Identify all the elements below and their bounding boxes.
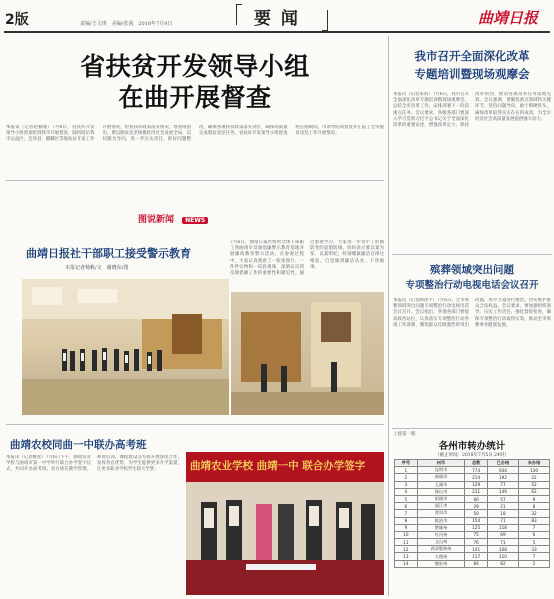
right2-headline-line1: 殡葬领域突出问题 — [430, 264, 514, 276]
table-row — [395, 524, 550, 531]
right1-headline — [392, 47, 552, 83]
table-cell: 丽江市 — [417, 503, 465, 510]
table-cell: 76 — [465, 539, 488, 546]
table-cell: 29 — [465, 503, 488, 510]
table-cell: 77 — [487, 481, 518, 488]
table-cell: 12 — [395, 546, 418, 553]
feature1-headline: 曲靖日报社干部职工接受警示教育 — [26, 247, 191, 260]
table-row — [395, 488, 550, 495]
table-cell: 保山市 — [417, 488, 465, 495]
right1-headline-line2: 专题培训暨现场观摩会 — [414, 67, 530, 81]
table-cell: 8 — [518, 503, 549, 510]
lead-body-text: 本报讯（记者赵桐瑾）7月6日，省扶贫开发领导小组督查组到我市开展督查，随机暗访我市沾益区、会泽县、麒麟区等地扶贫开发工作开展情况，检查扶贫政策落实情况。督查组指出，要以脱贫攻坚统揽经济社会发展全局，以问题为导向，进一步压实责任，抓好问题整改，确保各项扶贫政策落实到位，确保高质量完成脱贫攻坚任务。省扶贫开发领导小组督查组在曲期间，市领导陪同督查并汇报了全市脱贫攻坚工作开展情况。 — [6, 125, 384, 143]
table-cell: 德宏州 — [417, 560, 465, 567]
table-cell: 1 — [395, 467, 418, 474]
table-cell: 110 — [487, 553, 518, 560]
right2-headline-line2: 专项整治行动电视电话会议召开 — [405, 280, 539, 291]
table-cell: 西双版纳州 — [417, 546, 465, 553]
table-row — [395, 474, 550, 481]
lead-body — [6, 125, 384, 175]
table-cell: 7 — [395, 510, 418, 517]
table-cell: 18 — [487, 510, 518, 517]
feature1-photo — [22, 279, 229, 415]
table-cell: 75 — [465, 531, 488, 538]
right2-body — [393, 298, 551, 426]
table-cell: 84 — [465, 560, 488, 567]
feature1-byline: 本报记者杨帆/文 谢晓东/图 — [65, 265, 129, 271]
table-cell: 125 — [465, 524, 488, 531]
stats-header-cell: 总数 — [465, 460, 488, 467]
stats-caption: 上接第一版 — [393, 432, 416, 437]
table-cell: 14 — [395, 560, 418, 567]
table-cell: 楚雄州 — [417, 524, 465, 531]
table-cell: 50 — [465, 510, 488, 517]
table-row — [395, 539, 550, 546]
table-cell: 4 — [395, 488, 418, 495]
table-cell: 5 — [518, 539, 549, 546]
table-cell: 69 — [487, 531, 518, 538]
table-cell: 82 — [487, 560, 518, 567]
table-cell: 昆明市 — [417, 467, 465, 474]
column-divider — [388, 36, 389, 596]
table-cell: 普洱市 — [417, 510, 465, 517]
table-cell: 大理州 — [417, 553, 465, 560]
table-row — [395, 510, 550, 517]
feature1-body — [230, 240, 384, 290]
masthead-rule — [4, 31, 550, 33]
table-row — [395, 503, 550, 510]
table-cell: 214 — [465, 474, 488, 481]
editor-line: 责编/王文琪 美编/张茜 2018年7月9日 — [80, 21, 173, 27]
right2-body-text: 本报讯（记者陶泽宇）7月6日，全市殡葬领域突出问题专项整治行动电视电话会议召开。会议指出，各地各部门要提高政治站位，认真落实专项整治行动各项工作部署，聚焦群众反映强烈的突出问题，集中力量进行整治，切实维护群众合法权益。会议要求，要加强组织领导，压实工作责任，强化督促检查，确保专项整治行动取得实效，推动全市殡葬事业健康发展。 — [393, 298, 551, 328]
table-row — [395, 517, 550, 524]
stats-header-row — [395, 460, 550, 467]
table-row — [395, 531, 550, 538]
table-cell: 71 — [487, 517, 518, 524]
table-cell: 141 — [465, 546, 488, 553]
ceremony-photo-illustration — [186, 482, 384, 595]
table-cell: 11 — [395, 539, 418, 546]
feature2-photo — [186, 452, 384, 595]
table-cell: 154 — [465, 517, 488, 524]
table-cell: 211 — [465, 488, 488, 495]
lead-headline — [30, 52, 360, 114]
feature2-body-text: 本报讯（记者姚星）7月6日下午，曲靖农业学校与曲靖市第一中学举行联合办学签字仪式，共同开办高考班。双方将在教学管理、师资培训、课程建设等方面开展深度合作，发挥各自优势，为学生提供更多升学渠道，让更多职业学校学生圆大学梦。 — [6, 455, 182, 473]
table-cell: 22 — [518, 474, 549, 481]
table-cell: 9 — [395, 524, 418, 531]
table-cell: 33 — [518, 546, 549, 553]
table-cell: 108 — [487, 546, 518, 553]
lead-headline-line2: 在曲开展督查 — [118, 83, 272, 112]
right2-headline — [392, 262, 552, 293]
feature1-photo-side — [231, 292, 384, 415]
stats-header-cell: 州市 — [417, 460, 465, 467]
page-label: 2版 — [5, 12, 29, 28]
table-cell: 192 — [487, 474, 518, 481]
right1-body — [393, 92, 551, 247]
table-cell: 临沧市 — [417, 517, 465, 524]
table-row — [395, 495, 550, 502]
section-bracket-left — [236, 4, 242, 25]
table-cell: 3 — [395, 481, 418, 488]
table-cell: 130 — [518, 467, 549, 474]
table-cell: 21 — [487, 503, 518, 510]
stats-table — [394, 459, 550, 568]
table-cell: 83 — [518, 517, 549, 524]
newspaper-logo: 曲靖日报 — [478, 9, 539, 27]
table-cell: 7 — [518, 524, 549, 531]
lead-divider — [6, 180, 384, 181]
news-tag: NEWS — [182, 217, 208, 224]
table-cell: 71 — [487, 539, 518, 546]
table-cell: 117 — [465, 553, 488, 560]
stats-header-cell: 序号 — [395, 460, 418, 467]
table-cell: 红河州 — [417, 531, 465, 538]
right-divider-1 — [392, 254, 552, 255]
table-cell: 昭通市 — [417, 495, 465, 502]
table-cell: 774 — [465, 467, 488, 474]
table-cell: 129 — [465, 481, 488, 488]
section-title: 要 闻 — [254, 9, 300, 29]
table-cell: 2 — [395, 474, 418, 481]
right1-body-text: 本报讯（记者朱鸿）7月6日，我市召开全面深化改革专题培训暨现场观摩会，总结全市改革工作，安排部署下一阶段重点任务。会议要求，各级各部门要深入学习贯彻习近平总书记关于全面深化改革的重要论述，增强改革定力，保持改革韧劲，推动各项改革任务落地见效。会议强调，要聚焦重点领域和关键环节，坚持问题导向，敢于啃硬骨头，确保改革取得实实在在的成效，为全市经济社会高质量发展提供强大动力。 — [393, 92, 551, 129]
table-cell: 32 — [518, 510, 549, 517]
table-cell: 8 — [395, 517, 418, 524]
table-cell: 曲靖市 — [417, 474, 465, 481]
table-cell: 52 — [518, 481, 549, 488]
stats-table-wrapper — [394, 459, 550, 568]
stats-table-body — [395, 467, 550, 568]
feature2-body — [6, 455, 182, 595]
stats-header-cell: 已办结 — [487, 460, 518, 467]
table-cell: 149 — [487, 488, 518, 495]
table-cell: 7 — [518, 553, 549, 560]
table-cell: 10 — [395, 531, 418, 538]
table-cell: 66 — [465, 495, 488, 502]
feature-divider — [6, 424, 384, 425]
table-cell: 玉溪市 — [417, 481, 465, 488]
table-cell: 57 — [487, 495, 518, 502]
table-cell: 6 — [518, 531, 549, 538]
feature2-headline: 曲靖农校同曲一中联办高考班 — [10, 439, 147, 451]
section-bracket-right — [322, 10, 328, 31]
table-cell: 文山州 — [417, 539, 465, 546]
table-row — [395, 467, 550, 474]
table-cell: 9 — [518, 495, 549, 502]
table-row — [395, 481, 550, 488]
news-label — [138, 207, 208, 226]
table-cell: 6 — [395, 503, 418, 510]
stats-title: 各州市转办统计 — [438, 441, 506, 452]
table-cell: 62 — [518, 488, 549, 495]
right1-headline-line1: 我市召开全面深化改革 — [414, 49, 530, 63]
exhibit-photo-illustration — [231, 292, 384, 415]
table-cell: 644 — [487, 467, 518, 474]
right-divider-2 — [392, 428, 552, 429]
table-cell: 118 — [487, 524, 518, 531]
table-row — [395, 546, 550, 553]
news-label-text: 图说新闻 — [138, 215, 175, 225]
table-row — [395, 560, 550, 567]
table-cell: 13 — [395, 553, 418, 560]
feature1-body-text: 7月6日，曲靖日报社组织全体干部职工到曲靖市反腐倡廉警示教育基地开展廉政教育警示活动。在参观过程中，大家认真观看了一张张图片、一件件实物和一段段视频，深刻认识到反腐倡廉工作的重要性和紧迫性。通过参观学习，大家进一步筑牢了拒腐防变的思想防线，纷纷表示要以案为鉴、以案明纪，时刻绷紧廉洁自律这根弦，自觉做到廉洁从业、干净做事。 — [230, 240, 384, 277]
masthead — [0, 0, 554, 34]
stats-subtitle: （截止时间：2018年7月5日 24时） — [435, 453, 509, 458]
lead-headline-line1: 省扶贫开发领导小组 — [80, 52, 310, 81]
hallway-photo-illustration — [22, 279, 229, 415]
table-row — [395, 553, 550, 560]
ceremony-banner-text: 曲靖农业学校 曲靖一中 联合办学签字 — [190, 460, 366, 472]
table-cell: 2 — [518, 560, 549, 567]
stats-header-cell: 未办结 — [518, 460, 549, 467]
table-cell: 5 — [395, 495, 418, 502]
